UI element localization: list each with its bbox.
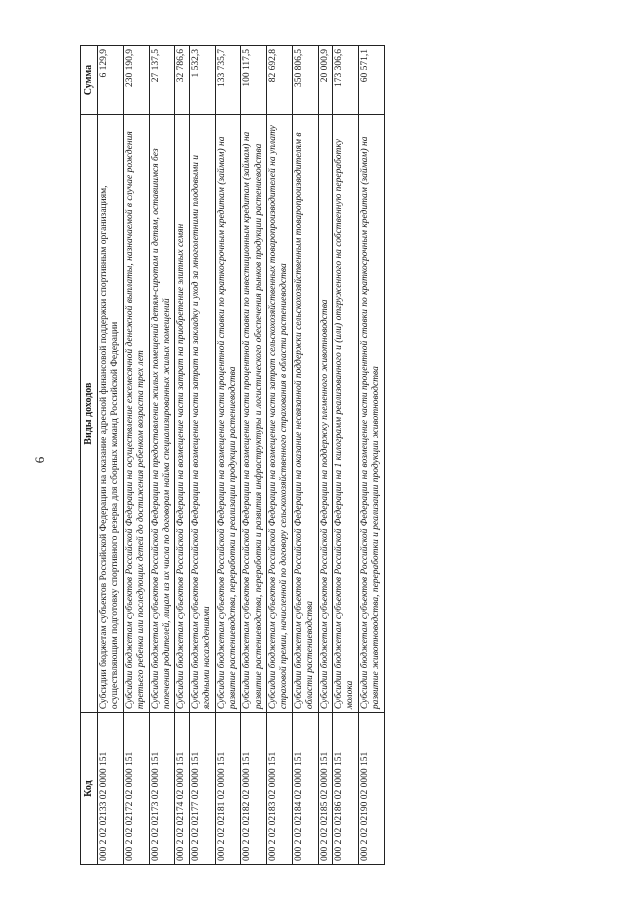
row-description: Субсидии бюджетам субъектов Российской Федерации на возмещение части процентной ставки по краткосрочным кредитам (займам) на развитие животноводства, переработки и реализации продукции животноводства [358,115,384,713]
table-row [358,46,384,865]
table-row [292,46,318,865]
row-description: Субсидии бюджетам субъектов Российской Федерации на оказание адресной финансовой поддержки спортивным организациям, осуществляющим подготовку спортивного резерва для сборных команд Российской Федерации [98,115,124,713]
row-code: 000 2 02 02183 02 0000 151 [267,713,293,865]
row-description: Субсидии бюджетам субъектов Российской Федерации на 1 килограмм реализованного и (или) отгруженного на собственную переработку молока [333,115,359,713]
table-row [98,46,124,865]
rotated-content [80,45,580,865]
income-table [80,45,385,865]
header-code: Код [81,713,98,865]
row-sum: 350 806,5 [292,46,318,115]
table-row [215,46,241,865]
table-row [267,46,293,865]
row-description: Субсидии бюджетам субъектов Российской Федерации на возмещение части затрат сельскохозяйственных товаропроизводителей на уплату страховой премии, начисленной по договору сельскохозяйственного страхования в области растениеводства [267,115,293,713]
table-row [175,46,189,865]
table-row [149,46,175,865]
row-code: 000 2 02 02174 02 0000 151 [175,713,189,865]
row-sum: 230 190,9 [123,46,149,115]
row-sum: 20 000,9 [318,46,332,115]
table-row [333,46,359,865]
row-sum: 1 532,3 [189,46,215,115]
row-code: 000 2 02 02177 02 0000 151 [189,713,215,865]
row-code: 000 2 02 02133 02 0000 151 [98,713,124,865]
header-sum: Сумма [81,46,98,115]
row-sum: 173 306,6 [333,46,359,115]
row-description: Субсидии бюджетам субъектов Российской Федерации на оказание несвязанной поддержки сельскохозяйственным товаропроизводителям в области растениеводства [292,115,318,713]
row-code: 000 2 02 02184 02 0000 151 [292,713,318,865]
row-description: Субсидии бюджетам субъектов Российской Федерации на возмещение части затрат на приобретение элитных семян [175,115,189,713]
rotated-page [80,45,580,865]
row-code: 000 2 02 02173 02 0000 151 [149,713,175,865]
table-row [241,46,267,865]
row-description: Субсидии бюджетам субъектов Российской Федерации на возмещение части затрат на закладку и уход за многолетними плодовыми и ягодными насаждениями [189,115,215,713]
row-sum: 82 692,8 [267,46,293,115]
row-code: 000 2 02 02181 02 0000 151 [215,713,241,865]
row-sum: 133 735,7 [215,46,241,115]
row-sum: 6 129,9 [98,46,124,115]
row-code: 000 2 02 02186 02 0000 151 [333,713,359,865]
row-description: Субсидии бюджетам субъектов Российской Федерации на возмещение части процентной ставки по инвестиционным кредитам (займам) на развитие растениеводства, переработки и развития инфраструктуры и логистического обеспечения рынков продукции растениеводства [241,115,267,713]
table-row [318,46,332,865]
page-number: 6 [32,456,47,464]
table-header-row [81,46,98,865]
row-description: Субсидии бюджетам субъектов Российской Федерации на поддержку племенного животноводства [318,115,332,713]
row-code: 000 2 02 02185 02 0000 151 [318,713,332,865]
header-type: Виды доходов [81,115,98,713]
table-row [123,46,149,865]
row-description: Субсидии бюджетам субъектов Российской Федерации на осуществление ежемесячной денежной выплаты, назначаемой в случае рождения третьего ребенка или последующих детей до достижения ребенком возраста трех лет [123,115,149,713]
row-description: Субсидии бюджетам субъектов Российской Федерации на предоставление жилых помещений детям-сиротам и детям, оставшимся без попечения родителей, лицам из их числа по договорам найма специализированных жилых помещений [149,115,175,713]
row-sum: 32 786,6 [175,46,189,115]
row-sum: 100 117,5 [241,46,267,115]
row-sum: 27 137,5 [149,46,175,115]
row-code: 000 2 02 02172 02 0000 151 [123,713,149,865]
row-code: 000 2 02 02182 02 0000 151 [241,713,267,865]
row-description: Субсидии бюджетам субъектов Российской Федерации на возмещение части процентной ставки по краткосрочным кредитам (займам) на развитие растениеводства, переработки и реализации продукции растениеводства [215,115,241,713]
table-row [189,46,215,865]
row-sum: 60 571,1 [358,46,384,115]
row-code: 000 2 02 02190 02 0000 151 [358,713,384,865]
